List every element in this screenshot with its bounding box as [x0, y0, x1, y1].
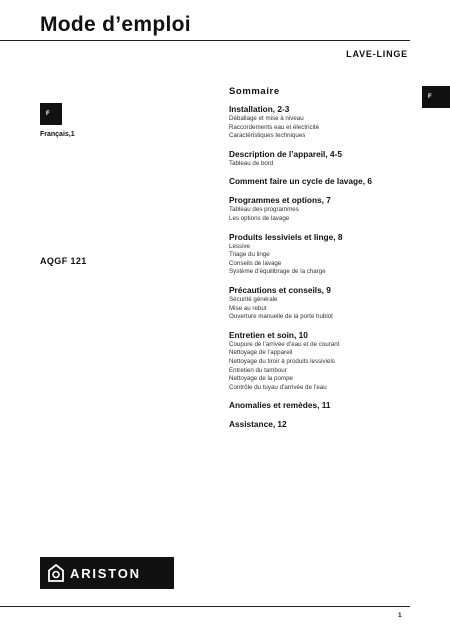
brand-name: ARISTON [70, 565, 141, 581]
toc-section-title[interactable]: Description de l’appareil, 4-5 [229, 148, 342, 159]
brand-logo [40, 557, 174, 589]
toc-subitem[interactable]: Entretien du tambour [229, 366, 287, 374]
toc-section [229, 330, 419, 393]
footer-divider [0, 606, 410, 607]
toc-subitem[interactable]: Tableau des programmes [229, 206, 299, 214]
toc-section-title[interactable]: Précautions et conseils, 9 [229, 284, 331, 295]
toc-subitem[interactable]: Ouverture manuelle de la porte hublot [229, 313, 333, 321]
toc-subitem[interactable]: Nettoyage de l’appareil [229, 349, 293, 357]
toc-section [229, 104, 419, 141]
toc-section-title[interactable]: Anomalies et remèdes, 11 [229, 400, 331, 411]
toc-section-title[interactable]: Installation, 2-3 [229, 104, 290, 114]
toc-subitem[interactable]: Triage du linge [229, 251, 270, 259]
toc-section [229, 176, 419, 187]
toc-subitem[interactable]: Tableau de bord [229, 159, 274, 167]
document-title: Mode d’emploi [40, 13, 191, 36]
toc-section [229, 419, 419, 430]
toc-section [229, 195, 419, 223]
toc-subitem[interactable]: Caractéristiques techniques [229, 132, 306, 140]
language-label: Français,1 [40, 131, 75, 138]
toc-subitem[interactable]: Les options de lavage [229, 214, 290, 222]
header-divider [0, 40, 410, 41]
toc-subitem[interactable]: Raccordements eau et électricité [229, 123, 320, 131]
page-number: 1 [398, 612, 402, 619]
toc-subitem[interactable]: Contrôle du tuyau d’arrivée de l’eau [229, 383, 327, 391]
toc-section-title[interactable]: Assistance, 12 [229, 419, 287, 430]
toc-section-title[interactable]: Entretien et soin, 10 [229, 329, 308, 340]
table-of-contents [229, 86, 419, 438]
toc-subitem[interactable]: Déballage et mise à niveau [229, 115, 304, 122]
toc-section [229, 149, 419, 169]
toc-section-title[interactable]: Comment faire un cycle de lavage, 6 [229, 176, 372, 187]
toc-subitem[interactable]: Système d’équilibrage de la charge [229, 268, 326, 276]
product-type: LAVE-LINGE [346, 49, 408, 59]
toc-subitem[interactable]: Coupure de l’arrivée d’eau et de courant [229, 340, 340, 348]
toc-section-title[interactable]: Produits lessiviels et linge, 8 [229, 231, 343, 242]
toc-subitem[interactable]: Sécurité générale [229, 295, 278, 303]
language-badge: F [40, 103, 62, 125]
toc-subitem[interactable]: Conseils de lavage [229, 259, 282, 267]
toc-subitem[interactable]: Nettoyage du tiroir à produits lessiviels [229, 357, 335, 365]
language-side-tab[interactable]: F [422, 86, 450, 108]
toc-heading: Sommaire [229, 86, 280, 97]
toc-section-title[interactable]: Programmes et options, 7 [229, 195, 331, 206]
toc-section [229, 285, 419, 322]
toc-section [229, 232, 419, 277]
toc-subitem[interactable]: Lessive [229, 242, 250, 250]
toc-section [229, 400, 419, 411]
toc-sections [229, 104, 419, 430]
model-number: AQGF 121 [40, 256, 87, 266]
toc-subitem[interactable]: Mise au rebut [229, 304, 267, 312]
house-outline-icon [48, 564, 64, 582]
toc-subitem[interactable]: Nettoyage de la pompe [229, 375, 293, 383]
